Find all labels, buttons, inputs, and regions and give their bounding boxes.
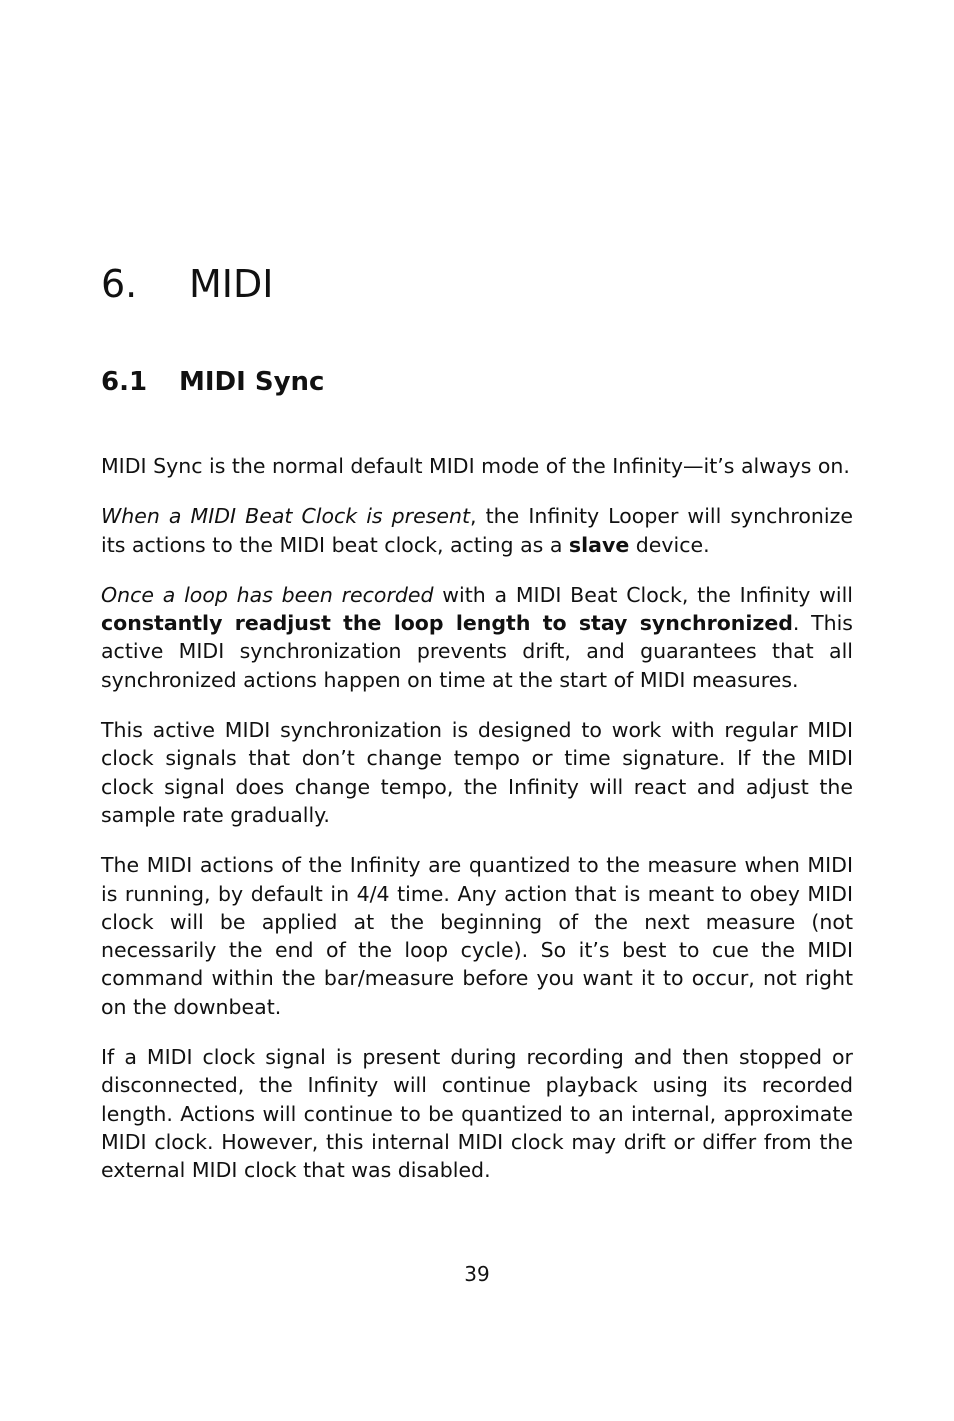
paragraph-text: . This active MIDI synchronization prevents drift, and guarantees that all synchronized actions happen on time at the start of MIDI measures. bbox=[101, 611, 853, 692]
chapter-heading bbox=[101, 262, 273, 306]
emphasis-text: When a MIDI Beat Clock is present bbox=[101, 504, 471, 529]
paragraph-quantization: The MIDI actions of the Infinity are quantized to the measure when MIDI is running, by default in 4/4 time. Any action that is meant to obey MIDI clock will be applied at the beginning of the next measure (not necessarily the end of the loop cycle). So it’s best to cue the MIDI command within the bar/measure before you want it to occur, not right on the downbeat. bbox=[101, 853, 853, 1019]
paragraph-text: device. bbox=[629, 532, 710, 557]
paragraph-text: , the Infinity Looper will synchronize its actions to the MIDI beat clock, acting as a bbox=[101, 504, 853, 557]
section-title: MIDI Sync bbox=[179, 367, 325, 397]
paragraph-clock-stopped: If a MIDI clock signal is present during recording and then stopped or disconnected, the Infinity will continue playback using its recorded length. Actions will continue to be quantized to an internal, approximate MIDI clock. However, this internal MIDI clock may drift or differ from the external MIDI clock that was disabled. bbox=[101, 1045, 853, 1183]
paragraph-beat-clock bbox=[101, 502, 853, 559]
paragraph-intro: MIDI Sync is the normal default MIDI mode of the Infinity—it’s always on. bbox=[101, 454, 850, 478]
body-text bbox=[101, 452, 853, 1207]
paragraph-loop-recorded bbox=[101, 581, 853, 694]
section-number: 6.1 bbox=[101, 367, 148, 397]
bold-text: constantly readjust the loop length to stay synchronized bbox=[101, 611, 793, 636]
paragraph-text: with a MIDI Beat Clock, the Infinity will bbox=[433, 582, 853, 607]
chapter-title: MIDI bbox=[189, 262, 274, 306]
bold-text: slave bbox=[568, 532, 630, 557]
section-heading bbox=[101, 367, 324, 397]
page-number: 39 bbox=[464, 1262, 490, 1286]
emphasis-text: Once a loop has been recorded bbox=[101, 582, 434, 607]
chapter-number: 6. bbox=[101, 262, 138, 306]
paragraph-active-sync: This active MIDI synchronization is designed to work with regular MIDI clock signals that don’t change tempo or time signature. If the MIDI clock signal does change tempo, the Infinity will react and adjust the sample rate gradually. bbox=[101, 718, 853, 827]
